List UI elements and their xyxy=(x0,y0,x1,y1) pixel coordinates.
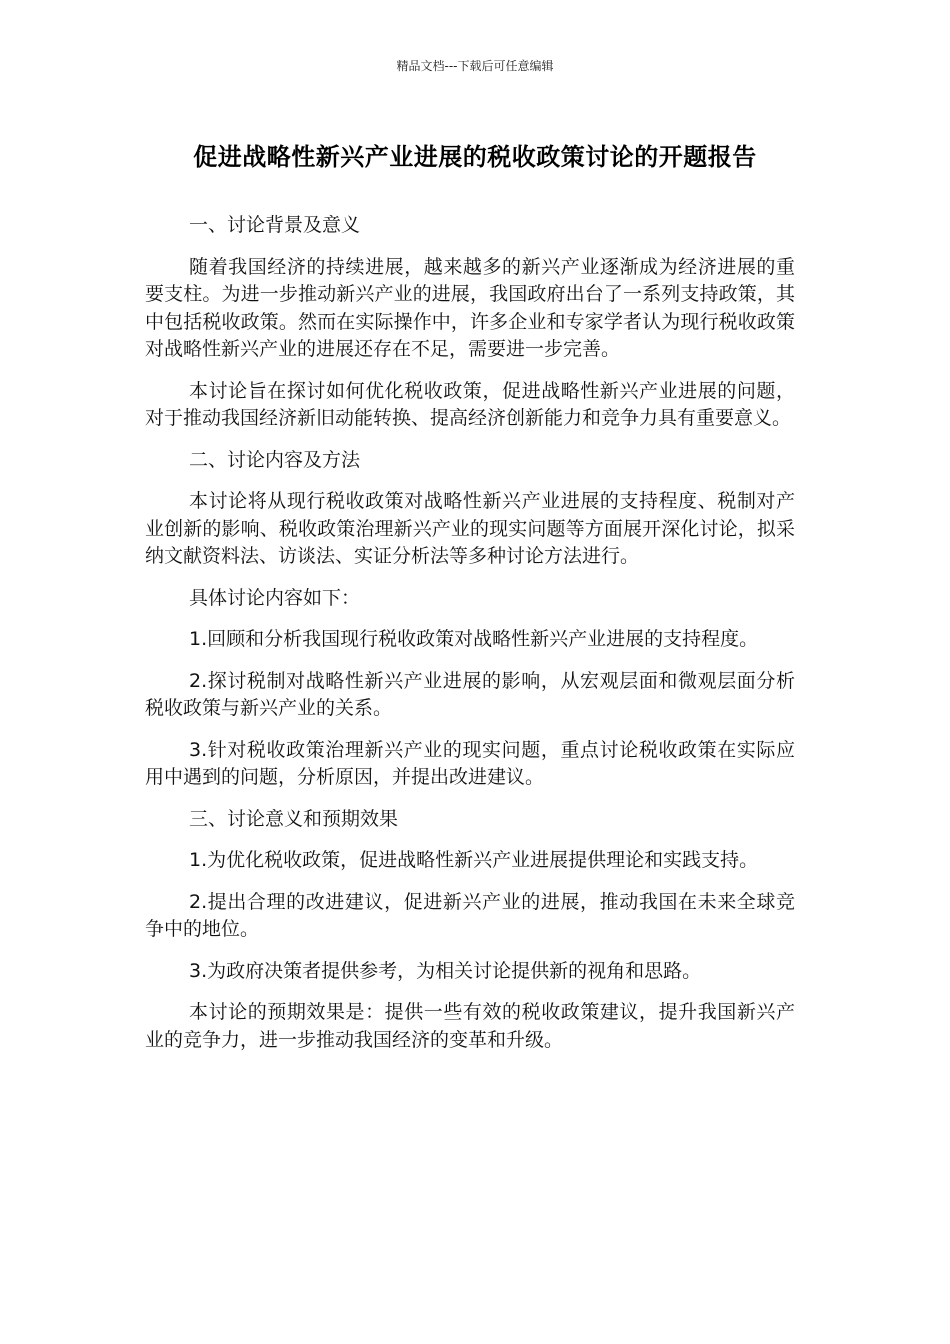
document-title: 促进战略性新兴产业进展的税收政策讨论的开题报告 xyxy=(193,143,757,171)
paragraph-content-intro: 具体讨论内容如下： xyxy=(189,586,361,609)
list-item-content-1: 1.回顾和分析我国现行税收政策对战略性新兴产业进展的支持程度。 xyxy=(189,628,759,650)
list-item-significance-1: 1.为优化税收政策，促进战略性新兴产业进展提供理论和实践支持。 xyxy=(189,849,759,871)
section-heading-background: 一、讨论背景及意义 xyxy=(189,214,361,236)
document-body xyxy=(145,212,795,1068)
list-item-content-3: 3.针对税收政策治理新兴产业的现实问题，重点讨论税收政策在实际应用中遇到的问题，分析原因，并提出改进建议。 xyxy=(145,738,795,788)
paragraph-background: 随着我国经济的持续进展，越来越多的新兴产业逐渐成为经济进展的重要支柱。为进一步推动新兴产业的进展，我国政府出台了一系列支持政策，其中包括税收政策。然而在实际操作中，许多企业和专家学者认为现行税收政策对战略性新兴产业的进展还存在不足，需要进一步完善。 xyxy=(145,255,795,360)
section-heading-content-methods: 二、讨论内容及方法 xyxy=(189,448,361,471)
paragraph-expected-effect: 本讨论的预期效果是：提供一些有效的税收政策建议，提升我国新兴产业的竞争力，进一步推动我国经济的变革和升级。 xyxy=(145,1001,795,1051)
list-item-significance-3: 3.为政府决策者提供参考，为相关讨论提供新的视角和思路。 xyxy=(189,959,702,982)
list-item-content-2: 2.探讨税制对战略性新兴产业进展的影响，从宏观层面和微观层面分析税收政策与新兴产业的关系。 xyxy=(145,669,795,719)
section-heading-significance: 三、讨论意义和预期效果 xyxy=(189,807,399,830)
list-item-significance-2: 2.提出合理的改进建议，促进新兴产业的进展，推动我国在未来全球竞争中的地位。 xyxy=(145,890,795,940)
paragraph-methods: 本讨论将从现行税收政策对战略性新兴产业进展的支持程度、税制对产业创新的影响、税收政策治理新兴产业的现实问题等方面展开深化讨论，拟采纳文献资料法、访谈法、实证分析法等多种讨论方法进行。 xyxy=(145,490,795,567)
paragraph-purpose: 本讨论旨在探讨如何优化税收政策，促进战略性新兴产业进展的问题，对于推动我国经济新旧动能转换、提高经济创新能力和竞争力具有重要意义。 xyxy=(145,379,795,429)
header-note: 精品文档---下载后可任意编辑 xyxy=(396,59,554,73)
